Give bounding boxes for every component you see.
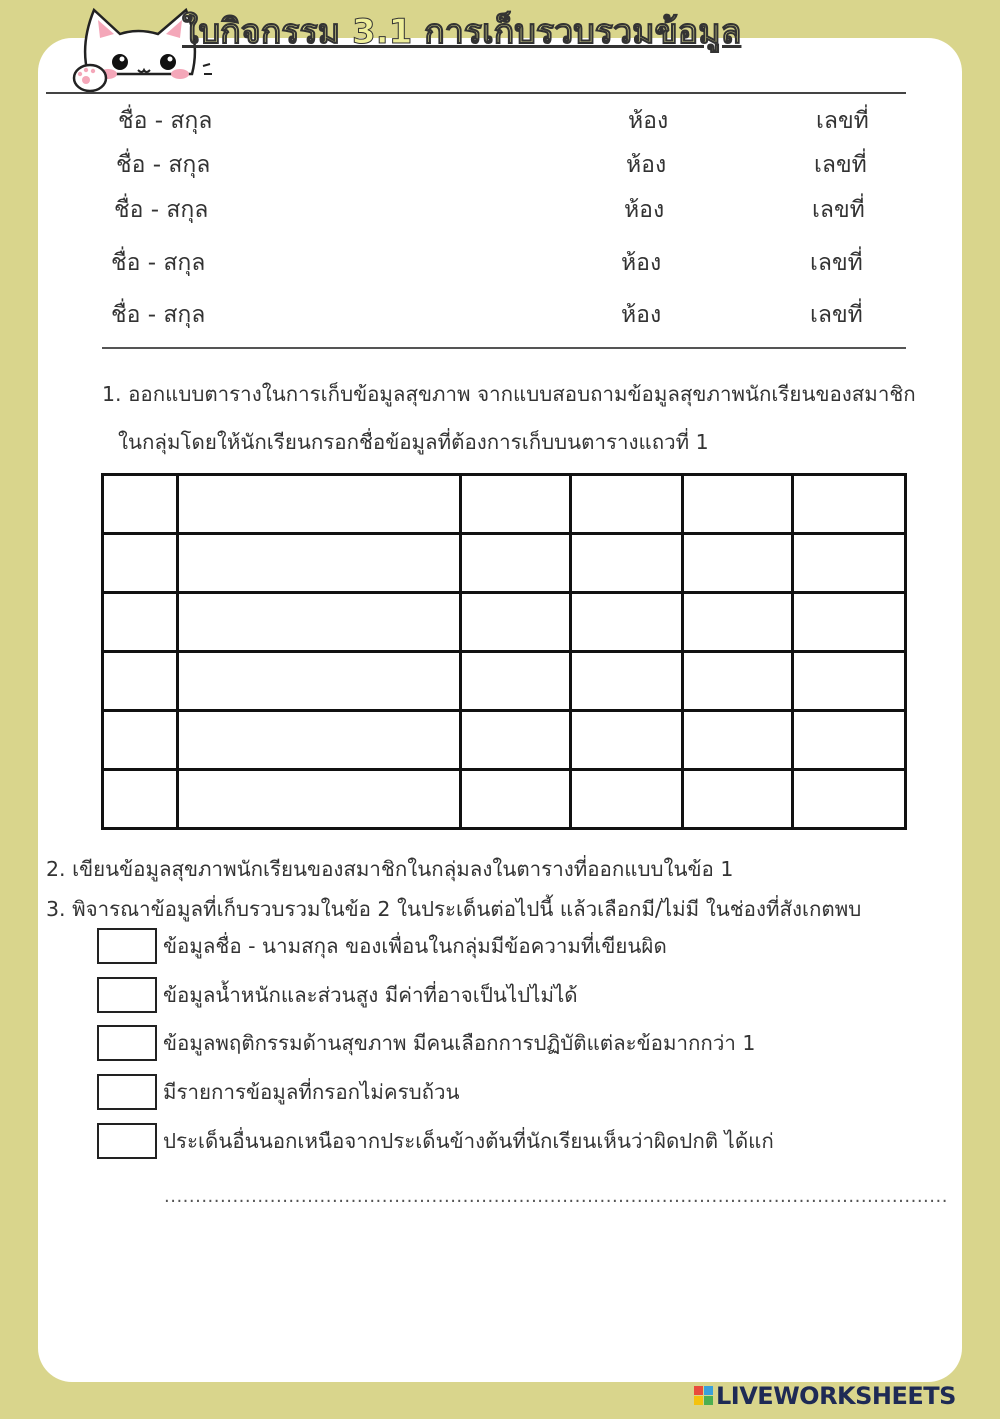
table-cell[interactable] [682,711,793,770]
question-3: 3. พิจารณาข้อมูลที่เก็บรวบรวมในข้อ 2 ในประเด็นต่อไปนี้ แล้วเลือกมี/ไม่มี ในช่องที่สังเกตพบ [46,897,862,921]
liveworksheets-logo-icon [694,1386,714,1406]
number-label: เลขที่ [810,250,863,276]
room-label: ห้อง [621,250,662,276]
data-collection-table [101,473,907,830]
table-row [103,770,906,829]
table-cell[interactable] [682,593,793,652]
option-label: ข้อมูลน้ำหนักและส่วนสูง มีค่าที่อาจเป็นไปไม่ได้ [163,983,578,1007]
worksheet-title: ใบกิจกรรม 3.1 การเก็บรวบรวมข้อมูล [182,12,742,52]
table-cell[interactable] [103,770,178,829]
table-row [103,711,906,770]
question-1 [102,370,916,466]
name-label: ชื่อ - สกุล [111,250,206,276]
table-cell[interactable] [793,770,906,829]
question-1-line-2: ในกลุ่มโดยให้นักเรียนกรอกชื่อข้อมูลที่ต้องการเก็บบนตารางแถวที่ 1 [118,430,709,454]
name-label: ชื่อ - สกุล [118,108,213,134]
table-cell[interactable] [460,475,571,534]
number-label: เลขที่ [810,302,863,328]
room-label: ห้อง [628,108,669,134]
answer-box[interactable] [97,1074,157,1110]
name-label: ชื่อ - สกุล [114,197,209,223]
number-label: เลขที่ [814,152,867,178]
table-row [103,593,906,652]
table-cell[interactable] [571,770,683,829]
table-cell[interactable] [460,770,571,829]
question-2: 2. เขียนข้อมูลสุขภาพนักเรียนของสมาชิกในกลุ่มลงในตารางที่ออกแบบในข้อ 1 [46,857,734,881]
number-label: เลขที่ [816,108,869,134]
table-cell[interactable] [571,475,683,534]
table-cell[interactable] [682,475,793,534]
table-row [103,534,906,593]
liveworksheets-brand [694,1382,956,1410]
number-label: เลขที่ [812,197,865,223]
answer-box[interactable] [97,1123,157,1159]
option-label: มีรายการข้อมูลที่กรอกไม่ครบถ้วน [163,1080,460,1104]
table-cell[interactable] [793,593,906,652]
table-cell[interactable] [177,593,460,652]
room-label: ห้อง [626,152,667,178]
table-cell[interactable] [682,770,793,829]
table-cell[interactable] [793,475,906,534]
table-cell[interactable] [682,534,793,593]
option-label: ข้อมูลพฤติกรรมด้านสุขภาพ มีคนเลือกการปฏิบัติแต่ละข้อมากกว่า 1 [163,1031,756,1055]
option-label: ประเด็นอื่นนอกเหนือจากประเด็นข้างต้นที่นักเรียนเห็นว่าผิดปกติ ได้แก่ [163,1129,774,1153]
table-cell[interactable] [571,534,683,593]
section-divider [102,347,906,349]
table-cell[interactable] [177,711,460,770]
answer-box[interactable] [97,1025,157,1061]
room-label: ห้อง [621,302,662,328]
table-cell[interactable] [460,711,571,770]
table-row [103,475,906,534]
table-cell[interactable] [177,652,460,711]
name-label: ชื่อ - สกุล [116,152,211,178]
table-cell[interactable] [682,652,793,711]
table-cell[interactable] [571,652,683,711]
table-cell[interactable] [177,770,460,829]
table-cell[interactable] [103,593,178,652]
table-row [103,652,906,711]
question-1-line-1: 1. ออกแบบตารางในการเก็บข้อมูลสุขภาพ จากแบบสอบถามข้อมูลสุขภาพนักเรียนของสมาชิก [102,382,916,406]
table-cell[interactable] [177,475,460,534]
table-cell[interactable] [460,593,571,652]
table-cell[interactable] [793,652,906,711]
option-label: ข้อมูลชื่อ - นามสกุล ของเพื่อนในกลุ่มมีข้อความที่เขียนผิด [163,934,667,958]
table-cell[interactable] [793,711,906,770]
answer-box[interactable] [97,977,157,1013]
answer-line[interactable]: .............................................................................................................................. [164,1186,948,1207]
answer-box[interactable] [97,928,157,964]
table-cell[interactable] [103,475,178,534]
table-cell[interactable] [460,534,571,593]
table-cell[interactable] [571,711,683,770]
room-label: ห้อง [624,197,665,223]
table-cell[interactable] [460,652,571,711]
table-cell[interactable] [571,593,683,652]
table-cell[interactable] [793,534,906,593]
table-cell[interactable] [103,652,178,711]
brand-name: LIVEWORKSHEETS [716,1382,956,1410]
table-cell[interactable] [103,711,178,770]
table-cell[interactable] [103,534,178,593]
table-cell[interactable] [177,534,460,593]
name-label: ชื่อ - สกุล [111,302,206,328]
